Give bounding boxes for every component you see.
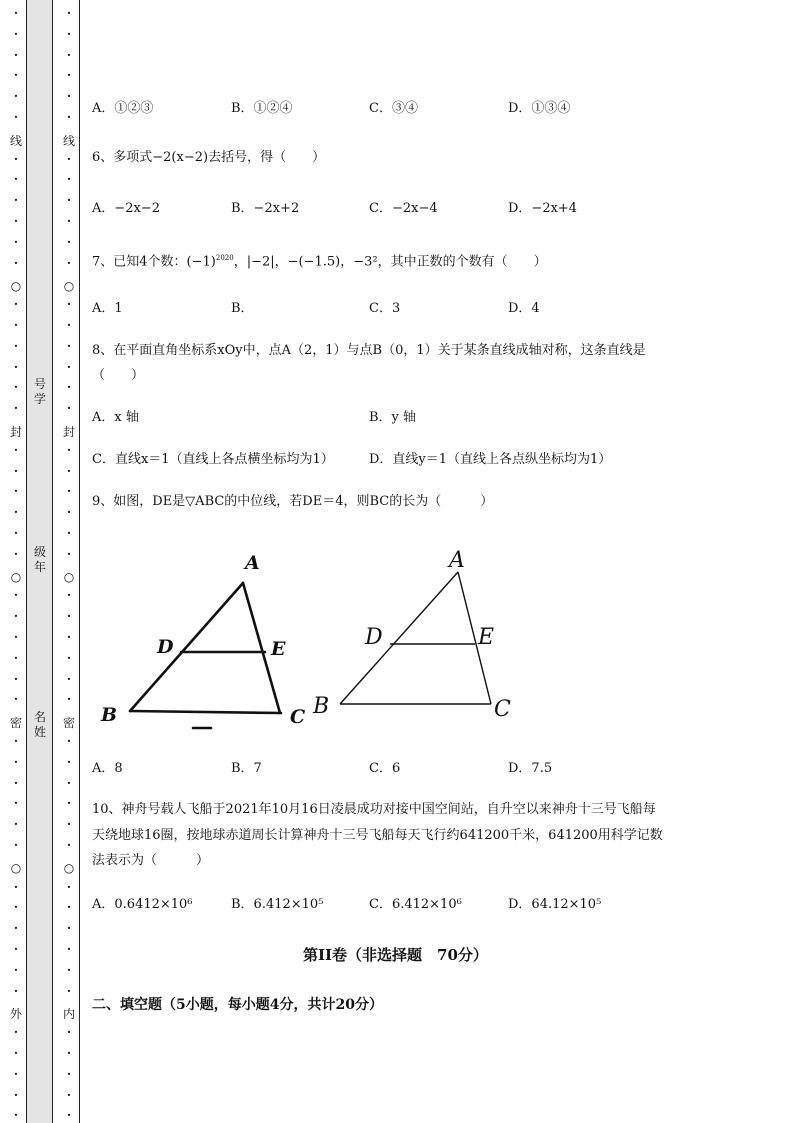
label-e: E — [478, 625, 495, 650]
outer-label-circle: ○ — [10, 861, 22, 875]
binding-dot: · — [13, 942, 19, 956]
inner-label-circle: ○ — [63, 279, 75, 293]
binding-dot: · — [66, 26, 72, 41]
binding-dot: · — [66, 921, 72, 936]
binding-dot: · — [13, 526, 19, 540]
inner-label-circle: ○ — [63, 861, 75, 875]
q7-exponent: 2020 — [215, 254, 234, 262]
binding-dot: · — [66, 1066, 72, 1081]
label-a: A — [449, 548, 465, 573]
binding-dot: · — [13, 879, 19, 894]
binding-dot: · — [13, 47, 19, 62]
side-ab — [130, 583, 243, 711]
binding-dot: · — [13, 754, 19, 769]
q7-stem-part: ，|−2|，−(−1.5)，−3²，其中正数的个数有（ ） — [233, 254, 547, 270]
binding-dot: · — [13, 630, 19, 644]
side-bc — [130, 711, 281, 713]
outer-label-secret: 密 — [10, 716, 23, 730]
binding-dot: · — [13, 89, 19, 104]
q8-option-b: B．y 轴 — [369, 410, 417, 425]
section-heading: 二、填空题（5小题，每小题4分，共计20分） — [92, 997, 383, 1013]
binding-dot: · — [13, 442, 19, 457]
binding-dot: · — [13, 796, 19, 811]
binding-dot: · — [13, 983, 19, 998]
binding-dot: · — [13, 692, 19, 707]
q6-option-d: D．−2x+4 — [508, 201, 578, 216]
inner-label-secret: 密 — [63, 716, 76, 730]
outer-label-line: 线 — [10, 134, 23, 148]
outer-label-circle: ○ — [10, 279, 22, 293]
student-number-field: 号学 — [33, 377, 46, 406]
label-d: D — [157, 636, 174, 658]
binding-dot: · — [66, 359, 72, 374]
binding-line-mid — [52, 0, 53, 1123]
binding-dot: · — [13, 921, 19, 936]
label-c: C — [290, 706, 306, 728]
binding-dot: · — [13, 588, 19, 603]
binding-dot: · — [13, 505, 19, 520]
binding-dot: · — [13, 26, 19, 41]
binding-dot: · — [13, 546, 19, 561]
binding-dot: · — [66, 526, 72, 540]
q9-figure-diagram — [310, 540, 525, 725]
binding-dot: · — [66, 1108, 72, 1123]
binding-dot: · — [66, 942, 72, 956]
q7-option-c: C．3 — [369, 301, 401, 316]
name-field: 名姓 — [33, 710, 46, 739]
binding-dot: · — [66, 463, 72, 478]
outer-label-circle: ○ — [10, 570, 22, 584]
inner-label-circle: ○ — [63, 570, 75, 584]
q8-option-d: D．直线y＝1（直线上各点纵坐标均为1） — [369, 452, 612, 467]
q5-option-c: C．③④ — [369, 101, 418, 116]
binding-dot: · — [13, 151, 19, 166]
q10-option-d: D．64.12×10⁵ — [508, 897, 602, 912]
binding-dot: · — [66, 380, 72, 395]
label-e: E — [271, 638, 286, 660]
binding-dot: · — [13, 255, 19, 270]
binding-dot: · — [66, 401, 72, 416]
binding-dot: · — [66, 671, 72, 686]
binding-dot: · — [13, 817, 19, 832]
q8-stem-line2: （ ） — [92, 368, 145, 383]
label-b: B — [101, 704, 118, 726]
inner-label-inside: 内 — [63, 1007, 76, 1021]
binding-dot: · — [66, 193, 72, 208]
q9-option-a: A．8 — [92, 761, 123, 776]
q10-stem-line2: 天绕地球16圈，按地球赤道周长计算神舟十三号飞船每天飞行约641200千米，641200用科学记数 — [92, 828, 663, 843]
binding-dot: · — [66, 962, 72, 977]
binding-dot: · — [66, 775, 72, 790]
binding-dot: · — [13, 671, 19, 686]
binding-dot: · — [66, 318, 72, 332]
binding-dot: · — [66, 734, 72, 748]
binding-dot: · — [66, 151, 72, 166]
binding-dot: · — [13, 6, 19, 20]
binding-dot: · — [13, 838, 19, 852]
binding-dot: · — [66, 297, 72, 312]
q7-option-d: D．4 — [508, 301, 540, 316]
binding-dot: · — [66, 1025, 72, 1040]
binding-dot: · — [13, 1046, 19, 1060]
binding-dot: · — [13, 775, 19, 790]
outer-label-outside: 外 — [10, 1007, 23, 1021]
binding-dot: · — [66, 588, 72, 603]
binding-line-right — [79, 0, 80, 1123]
binding-dot: · — [13, 900, 19, 915]
binding-dot: · — [66, 214, 72, 228]
binding-dot: · — [13, 234, 19, 249]
binding-dot: · — [66, 1087, 72, 1102]
binding-dot: · — [66, 546, 72, 561]
q6-stem: 6、多项式−2(x−2)去括号，得（ ） — [92, 150, 326, 165]
q9-option-b: B．7 — [231, 761, 262, 776]
binding-dot: · — [66, 68, 72, 83]
q5-option-b: B．①②④ — [231, 101, 293, 116]
section-title: 第II卷（非选择题 70分） — [303, 946, 488, 964]
q10-option-c: C．6.412×10⁶ — [369, 897, 462, 912]
binding-dot: · — [66, 338, 72, 353]
binding-dot: · — [13, 214, 19, 228]
binding-dot: · — [66, 838, 72, 852]
q7-option-b: B． — [231, 301, 254, 316]
binding-dot: · — [13, 359, 19, 374]
binding-dot: · — [66, 796, 72, 811]
binding-dot: · — [66, 6, 72, 20]
binding-dot: · — [66, 47, 72, 62]
binding-dot: · — [13, 401, 19, 416]
binding-dot: · — [66, 89, 72, 104]
q7-stem — [92, 249, 547, 271]
q9-figure-sketch — [95, 545, 320, 740]
q5-option-d: D．①③④ — [508, 101, 571, 116]
binding-dot: · — [13, 193, 19, 208]
outer-label-seal: 封 — [10, 425, 23, 439]
q5-option-a: A．①②③ — [92, 101, 154, 116]
binding-dot: · — [13, 484, 19, 499]
binding-dot: · — [13, 110, 19, 124]
q10-stem-line3: 法表示为（ ） — [92, 853, 210, 868]
binding-dot: · — [66, 900, 72, 915]
binding-dot: · — [66, 1046, 72, 1060]
q8-stem-line1: 8、在平面直角坐标系xOy中，点A（2，1）与点B（0，1）关于某条直线成轴对称，这条直线是 — [92, 343, 646, 358]
inner-dot-column — [63, 0, 75, 1123]
label-a: A — [245, 552, 260, 574]
binding-dot: · — [13, 609, 19, 624]
binding-dot: · — [66, 817, 72, 832]
binding-dot: · — [66, 650, 72, 665]
q8-option-c: C．直线x＝1（直线上各点横坐标均为1） — [92, 452, 334, 467]
binding-dot: · — [13, 1066, 19, 1081]
binding-dot: · — [13, 172, 19, 187]
binding-dot: · — [13, 297, 19, 312]
q7-stem-part: 7、已知4个数：(−1) — [92, 254, 216, 270]
binding-dot: · — [66, 255, 72, 270]
binding-dot: · — [13, 380, 19, 395]
q9-option-c: C．6 — [369, 761, 401, 776]
binding-dot: · — [13, 1087, 19, 1102]
binding-line-left — [26, 0, 27, 1123]
class-field: 级年 — [33, 545, 46, 574]
q9-option-d: D．7.5 — [508, 761, 553, 776]
binding-dot: · — [13, 463, 19, 478]
label-b: B — [313, 694, 330, 719]
binding-dot: · — [13, 1025, 19, 1040]
inner-label-seal: 封 — [63, 425, 76, 439]
binding-dot: · — [66, 110, 72, 124]
binding-dot: · — [66, 505, 72, 520]
q8-option-a: A．x 轴 — [92, 410, 139, 425]
q6-option-b: B．−2x+2 — [231, 201, 300, 216]
side-ab — [340, 572, 458, 704]
binding-dot: · — [13, 1108, 19, 1123]
binding-dot: · — [66, 754, 72, 769]
binding-dot: · — [66, 879, 72, 894]
binding-dot: · — [66, 983, 72, 998]
binding-dot: · — [66, 442, 72, 457]
binding-dot: · — [66, 172, 72, 187]
binding-dot: · — [13, 734, 19, 748]
inner-label-line: 线 — [63, 134, 76, 148]
binding-dot: · — [13, 68, 19, 83]
outer-dot-column — [10, 0, 22, 1123]
label-d: D — [365, 625, 383, 650]
q6-option-a: A．−2x−2 — [92, 201, 161, 216]
binding-dot: · — [66, 609, 72, 624]
binding-dot: · — [13, 318, 19, 332]
q10-option-a: A．0.6412×10⁶ — [92, 897, 193, 912]
q6-option-c: C．−2x−4 — [369, 201, 438, 216]
binding-dot: · — [13, 962, 19, 977]
binding-dot: · — [13, 338, 19, 353]
label-c: C — [494, 697, 511, 722]
q9-stem: 9、如图，DE是▽ABC的中位线，若DE＝4，则BC的长为（ ） — [92, 494, 494, 509]
binding-dot: · — [13, 650, 19, 665]
binding-dot: · — [66, 692, 72, 707]
q7-option-a: A．1 — [92, 301, 123, 316]
binding-dot: · — [66, 630, 72, 644]
q10-stem-line1: 10、神舟号载人飞船于2021年10月16日凌晨成功对接中国空间站，自升空以来神舟十三号飞船每 — [92, 802, 656, 817]
binding-dot: · — [66, 484, 72, 499]
q10-option-b: B．6.412×10⁵ — [231, 897, 324, 912]
binding-dot: · — [66, 234, 72, 249]
